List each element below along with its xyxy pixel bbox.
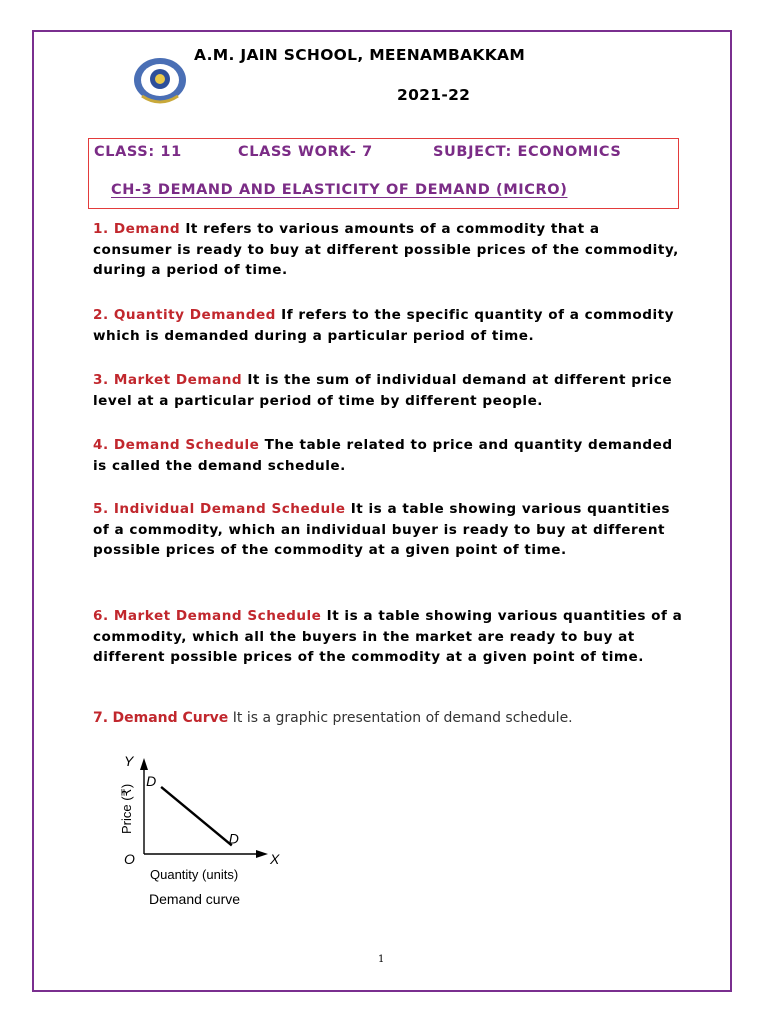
definition-text: The table related to price and quantity demanded is called the demand schedule. [93, 437, 673, 474]
definition-text: It is a table showing various quantities of a commodity, which all the buyers in the market are ready to buy at different possible prices of the commodity at a given point of time. [93, 608, 683, 666]
definition-item: 7. Demand Curve It is a graphic presentation of demand schedule. [93, 710, 573, 726]
point-label: D [228, 830, 239, 847]
definition-term: Demand Schedule [113, 437, 260, 453]
definition-term: Demand Curve [112, 710, 229, 726]
definition-item: 4. Demand Schedule The table related to price and quantity demanded is called the demand schedule. [93, 437, 673, 474]
definition-text: It is the sum of individual demand at different price level at a particular period of time by different people. [93, 372, 673, 409]
definition-term: Quantity Demanded [113, 307, 276, 323]
school-logo [130, 52, 190, 112]
definition-item: 3. Market Demand It is the sum of individual demand at different price level at a particular period of time by different people. [93, 372, 673, 409]
class-label: CLASS: 11 [94, 144, 182, 160]
school-name: A.M. JAIN SCHOOL, MEENAMBAKKAM [194, 46, 526, 64]
chapter-title: CH-3 DEMAND AND ELASTICITY OF DEMAND (MICRO) [111, 182, 568, 198]
x-axis-letter: X [270, 851, 280, 867]
definition-item: 5. Individual Demand Schedule It is a table showing various quantities of a commodity, which an individual buyer is ready to buy at different possible prices of the commodity at a given point of time. [93, 501, 671, 559]
subject-label: SUBJECT: ECONOMICS [433, 144, 622, 160]
definition-item: 2. Quantity Demanded If refers to the specific quantity of a commodity which is demanded during a particular period of time. [93, 307, 674, 344]
chart-caption: Demand curve [149, 891, 241, 907]
definition-term: Individual Demand Schedule [113, 501, 346, 517]
origin-label: O [124, 851, 135, 867]
page-number: 1 [378, 954, 385, 965]
x-axis-label: Quantity (units) [150, 867, 239, 882]
definition-term: Market Demand Schedule [113, 608, 322, 624]
definition-text: It refers to various amounts of a commodity that a consumer is ready to buy at different possible prices of the commodity, during a period of time. [93, 221, 679, 279]
x-axis-arrow [256, 850, 268, 858]
y-axis-label: Price (₹) [119, 783, 134, 834]
definition-text: It is a table showing various quantities of a commodity, which an individual buyer is ready to buy at different possible prices of the commodity at a given point of time. [93, 501, 671, 559]
point-label: D [146, 772, 157, 789]
definition-item: 1. Demand It refers to various amounts of a commodity that a consumer is ready to buy at different possible prices of the commodity, during a period of time. [93, 221, 679, 279]
definition-text: If refers to the specific quantity of a commodity which is demanded during a particular period of time. [93, 307, 674, 344]
definition-text: It is a graphic presentation of demand schedule. [232, 710, 573, 726]
class-work-label: CLASS WORK- 7 [238, 144, 373, 160]
academic-year: 2021-22 [397, 86, 471, 104]
y-axis-arrow [140, 758, 148, 770]
demand-curve-line [161, 787, 232, 845]
y-axis-letter: Y [124, 753, 134, 769]
definition-term: Demand [113, 221, 181, 237]
demand-curve-chart [108, 752, 308, 912]
definition-term: Market Demand [113, 372, 243, 388]
definition-item: 6. Market Demand Schedule It is a table showing various quantities of a commodity, which all the buyers in the market are ready to buy at different possible prices of the commodity at a given point of time. [93, 608, 683, 666]
